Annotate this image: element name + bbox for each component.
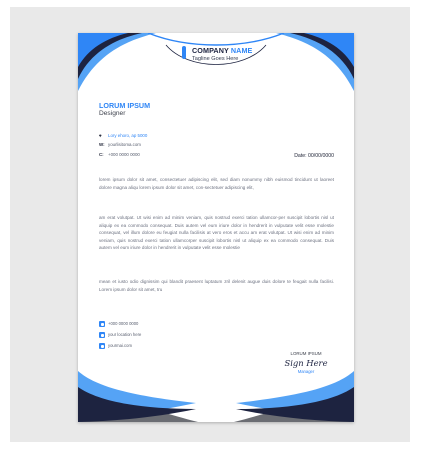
location-icon <box>99 332 105 338</box>
meta-row-phone <box>99 152 140 159</box>
footer-location-text: your location here <box>108 332 142 338</box>
meta-row-web <box>99 142 141 149</box>
top-center-blue-line <box>148 33 284 45</box>
logo-mark-icon <box>182 46 186 59</box>
body-paragraph-1: lorem ipsum dolor sit amet, consectetuer adipiscing elit, sed diam nonummy nibh euismod tincidunt ut laoreet dolore magna aliqu lorem ipsum dolor sit amet, con-sectetuer adipiscing elit, <box>99 177 334 190</box>
company-name-accent: NAME <box>230 46 253 55</box>
location-icon: ⌖ <box>99 133 102 138</box>
email-icon <box>99 343 105 349</box>
bottom-center-line <box>196 406 236 409</box>
signer-title: Manager <box>297 369 315 374</box>
letter-date: Date: 00/00/0000 <box>294 153 334 159</box>
meta-phone: +000 0000 0000 <box>108 152 140 157</box>
recipient-role: Designer <box>99 110 126 117</box>
body-paragraph-2: am erat volutpat. Ut wisi enim ad minim veniam, quis nostrud exerci tation ullamcor-per suscipit lobortis nisl ut aliquip ex ea commodo consequat. Duis autem vel eum iriure dolor in hendrerit in vulputate velit esse molestie consequat, vel illum dolore eu feugiat nulla facilisis at vero eros et accu am erat volutpat. Ut wisi enim ad minim veniam, quis nostrud exerci tation ullamcorper suscipit lobortis nisl ut aliquip ex ea commodo consequat. Duis autem vel eum iriure dolor in hendrerit in vulputate velit esse molestie <box>99 215 334 251</box>
meta-web: yourlisitoma.com <box>108 142 141 147</box>
signature: Sign Here <box>284 358 328 368</box>
footer-contact-location <box>99 332 141 340</box>
footer-email-text: yourmai.com <box>108 343 132 349</box>
company-name-bold: COMPANY <box>192 46 229 55</box>
meta-web-key: W: <box>99 142 105 147</box>
footer-contact-phone <box>99 321 138 329</box>
signature-block <box>274 351 338 374</box>
company-name <box>192 46 252 55</box>
letterhead-page <box>78 33 354 422</box>
meta-row-address <box>99 133 147 140</box>
meta-address: Lory ehoro, ap 5000 <box>108 133 148 138</box>
phone-icon <box>99 321 105 327</box>
company-tagline: Tagline Goes Here <box>192 56 239 62</box>
body-paragraph-3: mean et iusto odio dignissim qui blandit praesent luptatum zril delenit augue duis dolore te feugait nulla facilisi. Lorem ipsum dolor sit amet, tru <box>99 279 334 292</box>
recipient-name: LORUM IPSUM <box>99 101 151 110</box>
signer-name: LORUM IPSUM <box>290 351 322 356</box>
meta-phone-key: C: <box>99 152 104 157</box>
footer-contact-email <box>99 343 132 351</box>
footer-phone-text: +000 0000 0000 <box>108 321 139 327</box>
